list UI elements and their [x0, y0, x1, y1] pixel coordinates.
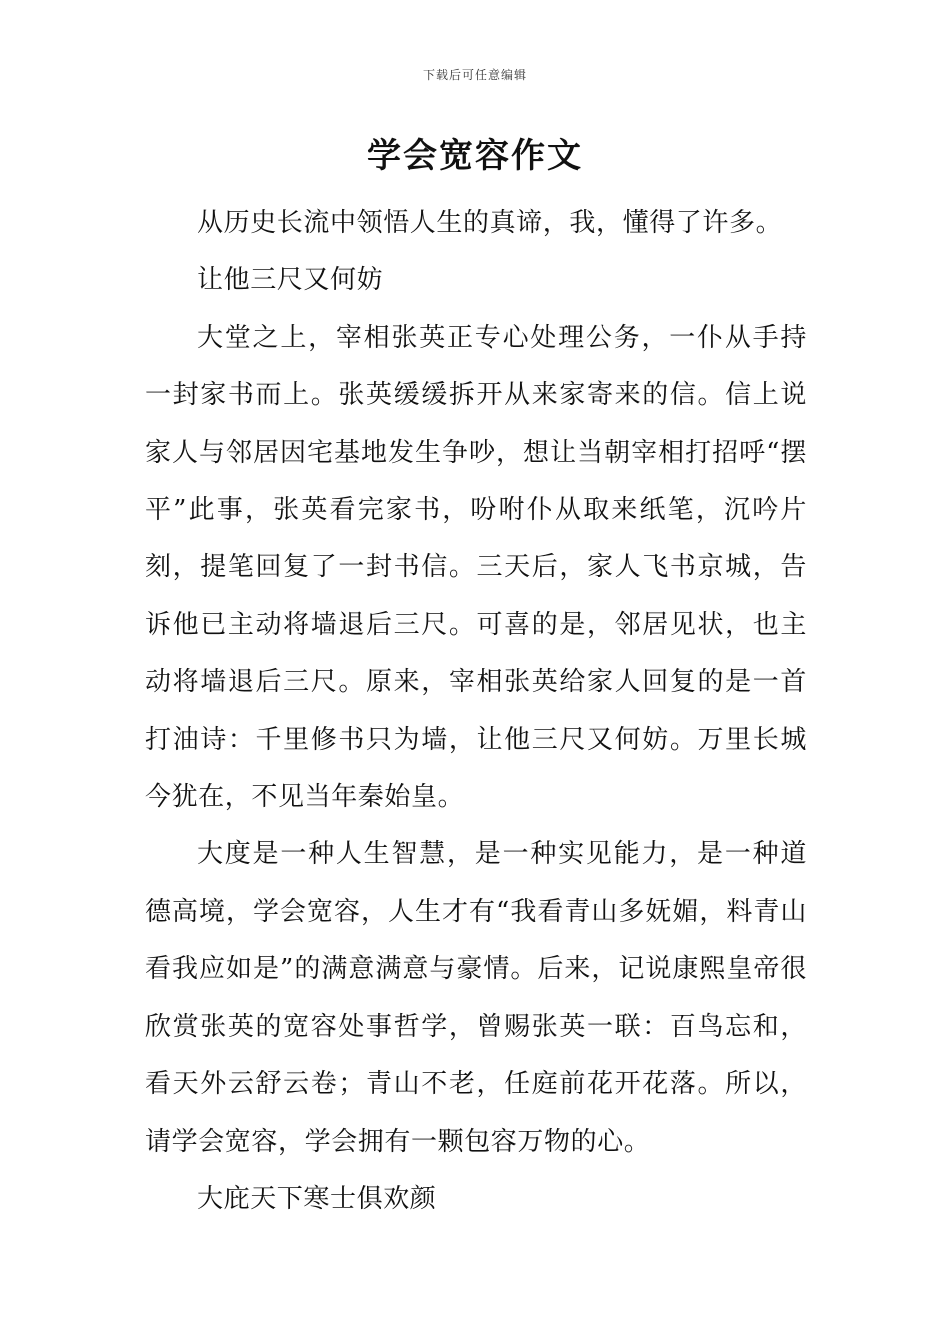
header-note: 下载后可任意编辑	[422, 68, 527, 82]
paragraph-intro: 从历史长流中领悟人生的真谛，我，懂得了许多。	[197, 208, 783, 238]
document-title: 学会宽容作文	[367, 136, 583, 176]
section-heading-1: 让他三尺又何妨	[197, 265, 384, 296]
document-body	[145, 195, 807, 1228]
paragraph-reflection: 大度是一种人生智慧，是一种实见能力，是一种道德高境，学会宽容，人生才有“我看青山多妩媚，料青山看我应如是”的满意满意与豪情。后来，记说康熙皇帝很欣赏张英的宽容处事哲学，曾赐张英一联：百鸟忘和，看天外云舒云卷；青山不老，任庭前花开花落。所以，请学会宽容，学会拥有一颗包容万物的心。	[145, 839, 807, 1157]
section-heading-2: 大庇天下寒士俱欢颜	[197, 1183, 437, 1214]
paragraph-story: 大堂之上，宰相张英正专心处理公务，一仆从手持一封家书而上。张英缓缓拆开从来家寄来的信。信上说家人与邻居因宅基地发生争吵，想让当朝宰相打招呼“摆平”此事，张英看完家书，吩咐仆从取来纸笔，沉吟片刻，提笔回复了一封书信。三天后，家人飞书京城，告诉他已主动将墙退后三尺。可喜的是，邻居见状，也主动将墙退后三尺。原来，宰相张英给家人回复的是一首打油诗：千里修书只为墙，让他三尺又何妨。万里长城今犹在，不见当年秦始皇。	[145, 322, 807, 813]
